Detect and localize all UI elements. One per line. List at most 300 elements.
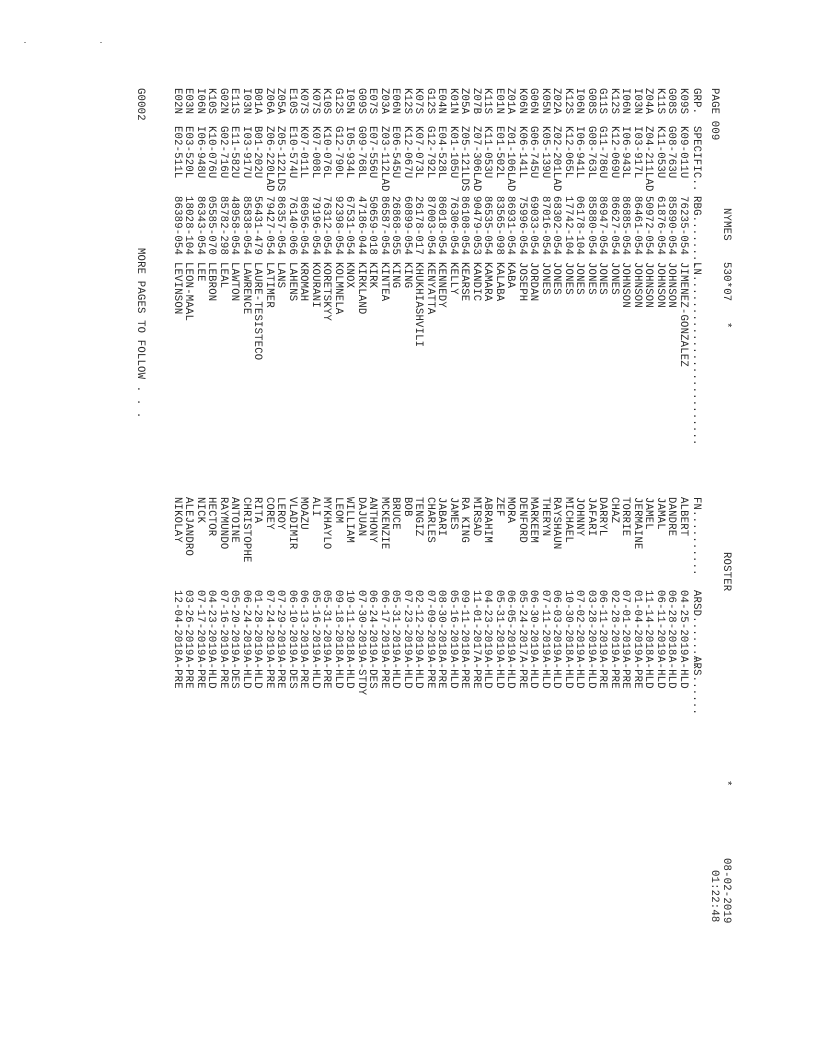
cell-ars: A-HLD	[332, 656, 344, 689]
cell-ln: KENNEDY	[435, 262, 448, 308]
table-row	[263, 0, 275, 1056]
cell-fn: CHAZ	[608, 497, 620, 524]
cell-specific: K10-076L	[320, 126, 333, 179]
cell-specific: G08-763U	[665, 126, 678, 179]
cell-fn: DAJUAN	[355, 497, 367, 537]
header-star-right: *	[720, 780, 732, 787]
table-row	[481, 0, 493, 1056]
cell-grp: G08S	[585, 88, 597, 115]
cell-fn: JAMES	[447, 497, 459, 530]
cell-ars: A-PRE	[378, 656, 390, 689]
cell-grp: I06N	[573, 88, 586, 115]
cell-rbg: 87016-054	[539, 196, 551, 256]
report-code: NYMES	[720, 208, 732, 241]
cell-ln: KOURANI	[309, 262, 321, 308]
cell-specific: I06-941L	[573, 126, 586, 179]
report-time: 01:22:48	[708, 870, 720, 923]
table-row	[378, 0, 390, 1056]
cell-rbg: 86357-054	[274, 196, 287, 256]
cell-arsd: 06-05-2019	[504, 590, 517, 656]
cell-ln: JORDAN	[527, 262, 540, 302]
cell-ln: KIRKLAND	[355, 262, 367, 315]
cell-fn: DENFORD	[516, 497, 528, 543]
cell-ars: A-HLD	[251, 656, 264, 689]
cell-ars: A-HLD	[642, 656, 655, 689]
cell-ln: JONES	[539, 262, 551, 295]
cell-fn: MYKHAYLO	[320, 497, 333, 550]
cell-ln: LEAL	[217, 262, 229, 289]
cell-arsd: 10-30-2018	[562, 590, 574, 656]
cell-specific: E03-520L	[182, 126, 195, 179]
cell-grp: I03N	[240, 88, 252, 115]
cell-ars: A-PRE	[182, 656, 195, 689]
cell-arsd: 07-09-2019	[424, 590, 436, 656]
cell-ars: A-HLD	[412, 656, 425, 689]
cell-ars: A-HLD	[401, 656, 413, 689]
cell-ars: A-PRE	[608, 656, 620, 689]
cell-specific: G12-792L	[424, 126, 436, 179]
table-row	[171, 0, 183, 1056]
cell-fn: DARRYL	[596, 497, 609, 537]
cell-ars: A-PRE	[320, 656, 333, 689]
cell-rbg: 86461-054	[631, 196, 643, 256]
cell-arsd: 11-01-2017	[470, 590, 482, 656]
table-row	[665, 0, 677, 1056]
col-ars-header: ARS......	[690, 656, 702, 716]
cell-grp: G12S	[332, 88, 344, 115]
cell-rbg: 79196-054	[309, 196, 321, 256]
cell-specific: K07-073L	[412, 126, 425, 179]
cell-grp: E02N	[171, 88, 183, 115]
cell-arsd: 07-11-2019	[539, 590, 551, 656]
cell-grp: E03N	[182, 88, 195, 115]
table-row	[447, 0, 459, 1056]
cell-grp: G11S	[596, 88, 609, 115]
cell-ln: LEE	[194, 262, 206, 282]
cell-fn: MIRSAD	[470, 497, 482, 537]
cell-specific: K12-069U	[608, 126, 620, 179]
cell-grp: K06N	[516, 88, 528, 115]
footer-message: MORE PAGES TO FOLLOW . . .	[134, 248, 146, 419]
cell-grp: K07S	[297, 88, 310, 115]
cell-arsd: 06-24-2019	[366, 590, 379, 656]
cell-ln: LATIMER	[263, 262, 275, 308]
cell-fn: JERMAINE	[631, 497, 643, 550]
table-row	[608, 0, 620, 1056]
report-id: 530*07	[720, 262, 732, 302]
cell-specific: G12-790L	[332, 126, 344, 179]
report-date: 08-02-2019	[720, 858, 732, 924]
cell-specific: I06-943L	[619, 126, 632, 179]
scan-speck	[100, 42, 102, 43]
cell-ars: A-HLD	[447, 656, 459, 689]
cell-ln: LAURE-TESISTECO	[251, 262, 264, 361]
table-row	[550, 0, 562, 1056]
cell-ln: KOLMNELA	[332, 262, 344, 315]
cell-specific: E02-511L	[171, 126, 183, 179]
cell-fn: JAMEL	[642, 497, 655, 530]
cell-grp: Z02A	[550, 88, 563, 115]
table-row	[562, 0, 574, 1056]
cell-fn: HECTOR	[205, 497, 218, 537]
cell-specific: G09-768L	[355, 126, 367, 179]
cell-rbg: 76140-066	[286, 196, 298, 256]
cell-arsd: 05-31-2019	[493, 590, 505, 656]
cell-ln: JOHNSON	[619, 262, 632, 308]
cell-ln: KEARSE	[458, 262, 471, 302]
table-row	[527, 0, 539, 1056]
cell-ars: A-HLD	[481, 656, 494, 689]
col-ln-header: LN..........................	[690, 262, 702, 446]
cell-arsd: 07-29-2019	[274, 590, 287, 656]
report-subheader-line	[708, 0, 720, 923]
cell-arsd: 02-12-2019	[412, 590, 425, 656]
cell-ars: A-DES	[366, 656, 379, 689]
cell-rbg: 47186-044	[355, 196, 367, 256]
cell-rbg: 85880-054	[585, 196, 597, 256]
cell-rbg: 26868-055	[389, 196, 402, 256]
cell-ln: KABA	[504, 262, 517, 289]
cell-ars: A-PRE	[470, 656, 482, 689]
cell-ars: A-HLD	[527, 656, 540, 689]
table-row	[642, 0, 654, 1056]
cell-specific: G02-716U	[217, 126, 229, 179]
cell-rbg: 90479-053	[470, 196, 482, 256]
cell-rbg: 76312-054	[320, 196, 333, 256]
cell-ars: A-HLD	[585, 656, 597, 689]
cell-fn: DANDRE	[665, 497, 678, 537]
cell-fn: NIKOLAY	[171, 497, 183, 543]
cell-ln: KIRK	[366, 262, 379, 289]
cell-arsd: 05-20-2019	[228, 590, 241, 656]
cell-rbg: 83565-098	[493, 196, 505, 256]
table-row	[309, 0, 321, 1056]
report-title: ROSTER	[720, 552, 732, 592]
cell-specific: Z03-112LAD	[378, 126, 390, 192]
cell-ars: A-PRE	[596, 656, 609, 689]
cell-specific: Z02-201LAD	[550, 126, 563, 192]
cell-specific: Z05-121LDS	[458, 126, 471, 192]
cell-ln: JONES	[573, 262, 586, 295]
cell-ln: KINTEA	[378, 262, 390, 302]
cell-specific: Z07-306LAD	[470, 126, 482, 192]
cell-arsd: 07-24-2019	[263, 590, 275, 656]
cell-arsd: 07-30-2019	[355, 590, 367, 656]
cell-specific: E11-582U	[228, 126, 241, 179]
cell-arsd: 04-23-2019	[481, 590, 494, 656]
cell-grp: E10S	[286, 88, 298, 115]
cell-arsd: 02-28-2019	[608, 590, 620, 656]
cell-grp: K09S	[677, 88, 689, 115]
table-row	[539, 0, 551, 1056]
cell-rbg: 60899-054	[401, 196, 413, 256]
cell-ars: A-HLD	[677, 656, 689, 689]
cell-arsd: 09-11-2018	[458, 590, 471, 656]
cell-specific: K11-053U	[654, 126, 666, 179]
cell-fn: JAMAL	[654, 497, 666, 530]
report-header-line	[720, 0, 732, 924]
cell-rbg: 67531-054	[343, 196, 356, 256]
cell-arsd: 05-31-2019	[389, 590, 402, 656]
cell-ln: KNOX	[343, 262, 356, 289]
cell-fn: CHARLES	[424, 497, 436, 543]
table-row	[274, 0, 286, 1056]
cell-grp: G12S	[424, 88, 436, 115]
cell-grp: K12S	[401, 88, 413, 115]
cell-ars: A-HLD	[389, 656, 402, 689]
cell-fn: BOB	[401, 497, 413, 517]
cell-arsd: 12-04-2018	[171, 590, 183, 656]
cell-rbg: 86627-054	[608, 196, 620, 256]
cell-specific: K05-139U	[539, 126, 551, 179]
cell-specific: I06-948U	[194, 126, 206, 179]
cell-specific: G06-745U	[527, 126, 540, 179]
cell-arsd: 07-01-2019	[619, 590, 632, 656]
table-row	[412, 0, 424, 1056]
cell-arsd: 01-28-2019	[251, 590, 264, 656]
cell-arsd: 06-17-2019	[378, 590, 390, 656]
cell-grp: Z04A	[642, 88, 655, 115]
cell-ars: A-STDY	[355, 656, 367, 696]
cell-fn: ALEJANDRO	[182, 497, 195, 557]
cell-ars: A-PRE	[194, 656, 206, 689]
cell-rbg: 17742-104	[562, 196, 574, 256]
cell-arsd: 06-11-2019	[596, 590, 609, 656]
cell-fn: MCKENZIE	[378, 497, 390, 550]
cell-rbg: 86343-054	[194, 196, 206, 256]
col-fn-header: FN..........	[690, 497, 702, 576]
cell-ars: A-PRE	[274, 656, 287, 689]
table-row	[366, 0, 378, 1056]
table-row	[458, 0, 470, 1056]
cell-fn: ANTOINE	[228, 497, 241, 543]
cell-arsd: 07-23-2019	[401, 590, 413, 656]
cell-ars: A-HLD	[309, 656, 321, 689]
cell-rbg: 50972-054	[642, 196, 655, 256]
cell-grp: Z05A	[274, 88, 287, 115]
cell-ars: A-DES	[286, 656, 298, 689]
col-grp-header: GRP.	[690, 88, 702, 115]
cell-ln: KORETSKYY	[320, 262, 333, 322]
cell-ars: A-PRE	[619, 656, 632, 689]
cell-grp: K07S	[412, 88, 425, 115]
cell-rbg: 75996-054	[516, 196, 528, 256]
cell-specific: K01-105U	[447, 126, 459, 179]
cell-grp: G08S	[665, 88, 678, 115]
cell-rbg: 76235-054	[677, 196, 689, 256]
cell-ars: A-PRE	[458, 656, 471, 689]
cell-specific: G08-763L	[585, 126, 597, 179]
cell-specific: I03-917U	[240, 126, 252, 179]
cell-fn: LEOM	[332, 497, 344, 524]
cell-rbg: 86956-054	[297, 196, 310, 256]
cell-specific: K12-065L	[562, 126, 574, 179]
cell-ars: A-HLD	[343, 656, 356, 689]
cell-ars: A-HLD	[550, 656, 563, 689]
table-row	[401, 0, 413, 1056]
cell-rbg: 85890-054	[665, 196, 678, 256]
cell-ln: LAWTON	[228, 262, 241, 302]
scan-speck	[24, 42, 26, 43]
cell-grp: G06N	[527, 88, 540, 115]
cell-rbg: 48958-054	[228, 196, 241, 256]
header-star-left: *	[720, 322, 732, 329]
cell-ln: KAMARA	[481, 262, 494, 302]
cell-ars: A-PRE	[424, 656, 436, 689]
cell-arsd: 07-16-2019	[217, 590, 229, 656]
cell-grp: I06N	[194, 88, 206, 115]
cell-specific: E10-574U	[286, 126, 298, 179]
cell-specific: K11-053U	[481, 126, 494, 179]
cell-rbg: 79427-054	[263, 196, 275, 256]
cell-ars: A-HLD	[205, 656, 218, 689]
cell-grp: Z05A	[458, 88, 471, 115]
cell-grp: I05N	[343, 88, 356, 115]
col-specific-header: SPECIFIC..	[690, 126, 702, 192]
cell-ars: A-PRE	[516, 656, 528, 689]
cell-rbg: 86947-054	[596, 196, 609, 256]
cell-specific: E01-502L	[493, 126, 505, 179]
cell-rbg: 86885-054	[619, 196, 632, 256]
cell-ln: LANS	[274, 262, 287, 289]
cell-fn: ANTHONY	[366, 497, 379, 543]
cell-fn: ABRAHIM	[481, 497, 494, 543]
cell-specific: K12-067U	[401, 126, 413, 179]
cell-ln: LAHENS	[286, 262, 298, 302]
table-row	[343, 0, 355, 1056]
cell-arsd: 07-02-2019	[573, 590, 586, 656]
cell-rbg: 86108-054	[458, 196, 471, 256]
cell-grp: E06N	[389, 88, 402, 115]
cell-arsd: 08-30-2018	[435, 590, 448, 656]
table-row	[424, 0, 436, 1056]
cell-ln: KENYATTA	[424, 262, 436, 315]
cell-ln: JOHNSON	[631, 262, 643, 308]
cell-grp: K10S	[205, 88, 218, 115]
cell-fn: THERYN	[539, 497, 551, 537]
cell-arsd: 06-10-2019	[286, 590, 298, 656]
cell-rbg: 68302-054	[550, 196, 563, 256]
cell-fn: WILLIAM	[343, 497, 356, 543]
cell-specific: E07-556U	[366, 126, 379, 179]
cell-specific: B01-202U	[251, 126, 264, 179]
table-row	[217, 0, 229, 1056]
cell-grp: G02N	[217, 88, 229, 115]
cell-grp: K01N	[447, 88, 459, 115]
table-row	[573, 0, 585, 1056]
cell-specific: Z01-106LAD	[504, 126, 517, 192]
cell-ln: LEBRON	[205, 262, 218, 302]
cell-grp: E07S	[366, 88, 379, 115]
cell-grp: K05N	[539, 88, 551, 115]
footer-line	[134, 0, 146, 419]
cell-ars: A-PRE	[217, 656, 229, 689]
table-row	[297, 0, 309, 1056]
cell-rbg: 06178-104	[573, 196, 586, 256]
cell-grp: K11S	[481, 88, 494, 115]
cell-grp: B01A	[251, 88, 264, 115]
cell-ln: KANDIC	[470, 262, 482, 302]
cell-ars: A-HLD	[539, 656, 551, 689]
cell-fn: LEROY	[274, 497, 287, 530]
cell-fn: RITA	[251, 497, 264, 524]
cell-fn: RA KING	[458, 497, 471, 543]
cell-fn: MOAZU	[297, 497, 310, 530]
cell-arsd: 06-28-2018	[665, 590, 678, 656]
cell-fn: MICHAEL	[562, 497, 574, 543]
col-rbg-header: RBG........	[690, 196, 702, 269]
cell-arsd: 04-23-2019	[205, 590, 218, 656]
cell-arsd: 01-04-2019	[631, 590, 643, 656]
cell-arsd: 06-03-2019	[550, 590, 563, 656]
cell-rbg: 85838-054	[240, 196, 252, 256]
cell-arsd: 05-16-2019	[447, 590, 459, 656]
cell-grp: E11S	[228, 88, 241, 115]
cell-arsd: 10-11-2018	[343, 590, 356, 656]
table-row	[493, 0, 505, 1056]
cell-grp: K11S	[654, 88, 666, 115]
cell-arsd: 06-13-2019	[297, 590, 310, 656]
cell-ln: JONES	[608, 262, 620, 295]
cell-fn: TORRIE	[619, 497, 632, 537]
cell-specific: Z04-211LAD	[642, 126, 655, 192]
cell-ln: JONES	[596, 262, 609, 295]
cell-fn: JAFARI	[585, 497, 597, 537]
cell-fn: JABARI	[435, 497, 448, 537]
cell-ars: A-HLD	[504, 656, 517, 689]
table-row	[182, 0, 194, 1056]
cell-arsd: 11-14-2018	[642, 590, 655, 656]
cell-arsd: 04-25-2019	[677, 590, 689, 656]
cell-fn: NICK	[194, 497, 206, 524]
cell-ars: A-DES	[228, 656, 241, 689]
cell-fn: COREY	[263, 497, 275, 530]
cell-fn: TENGIZ	[412, 497, 425, 537]
cell-ln: LAWRENCE	[240, 262, 252, 315]
cell-rbg: 87003-054	[424, 196, 436, 256]
cell-grp: I06N	[619, 88, 632, 115]
table-row	[251, 0, 263, 1056]
cell-arsd: 03-28-2019	[585, 590, 597, 656]
cell-ln: LEON-MAAL	[182, 262, 195, 322]
cell-arsd: 09-18-2018	[332, 590, 344, 656]
table-row	[504, 0, 516, 1056]
cell-ln: LEVINSON	[171, 262, 183, 315]
table-row	[320, 0, 332, 1056]
cell-fn: RAYMUNDO	[217, 497, 229, 550]
table-row	[355, 0, 367, 1056]
table-row	[677, 0, 689, 1056]
footer-code: G0002	[134, 88, 146, 121]
table-row	[435, 0, 447, 1056]
cell-rbg: 86018-054	[435, 196, 448, 256]
cell-ln: JIMENEZ-GONZALEZ	[677, 262, 689, 367]
cell-grp: I03N	[631, 88, 643, 115]
cell-fn: RAYSHAUN	[550, 497, 563, 550]
cell-specific: I03-917L	[631, 126, 643, 179]
cell-specific: E04-528L	[435, 126, 448, 179]
cell-fn: ZEF	[493, 497, 505, 517]
cell-ars: A-HLD	[562, 656, 574, 689]
cell-fn: MORA	[504, 497, 517, 524]
table-row	[585, 0, 597, 1056]
table-row	[516, 0, 528, 1056]
table-row	[194, 0, 206, 1056]
cell-specific: K06-141L	[516, 126, 528, 179]
cell-rbg: 86535-054	[481, 196, 494, 256]
cell-rbg: 92398-054	[332, 196, 344, 256]
cell-arsd: 03-26-2019	[182, 590, 195, 656]
